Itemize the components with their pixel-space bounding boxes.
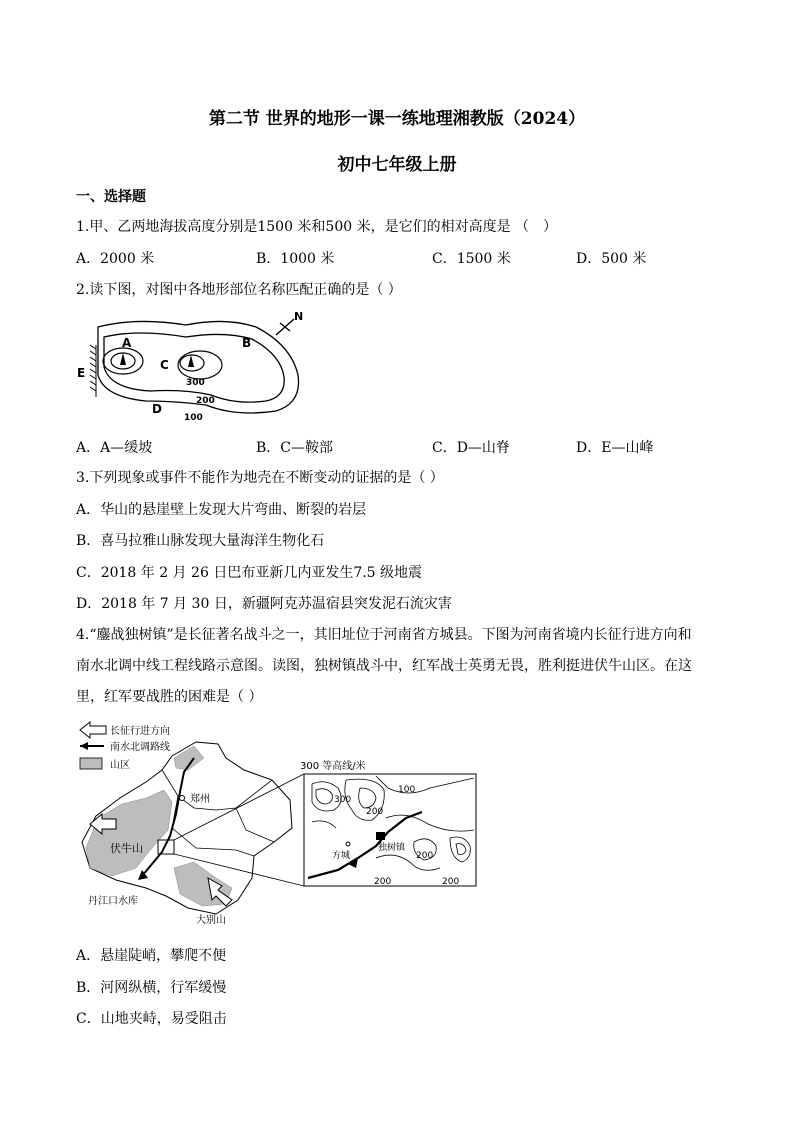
peak-marker-right (188, 355, 194, 367)
inset-contour-200-b: 200 (416, 851, 434, 861)
q2-option-c: C．D—山脊 (432, 440, 510, 456)
legend-longmarch: 长征行进方向 (110, 726, 170, 737)
q1-option-c: C．1500 米 (432, 251, 511, 267)
inset-label-dushuzhen: 独树镇 (378, 843, 406, 853)
cliff-symbol (90, 345, 96, 397)
contour-300-right (178, 351, 222, 379)
inset-legend: 300 等高线/米 (300, 761, 366, 772)
inset-contour-200-a: 200 (366, 807, 384, 817)
inset-contour-200-d: 200 (442, 877, 460, 887)
q3-option-d: D．2018 年 7 月 30 日，新疆阿克苏温宿县突发泥石流灾害 (76, 596, 452, 612)
map-label-funiushan: 伏牛山 (110, 842, 143, 855)
map-label-dabieshan: 大别山 (196, 915, 226, 926)
label-d: D (152, 402, 162, 416)
title-line-2: 初中七年级上册 (337, 155, 457, 175)
title-line-1: 第二节 世界的地形一课一练地理湘教版（2024） (208, 109, 586, 129)
legend-mountain-swatch (80, 758, 102, 769)
label-c: C (160, 358, 169, 372)
contour-figure (76, 305, 316, 425)
question-1-stem: 1.甲、乙两地海拔高度分别是1500 米和500 米，是它们的相对高度是 （ ） (76, 219, 558, 235)
map-label-danjiangkou: 丹江口水库 (88, 896, 138, 907)
question-4-stem-line-2: 南水北调中线工程线路示意图。读图，独树镇战斗中，红军战士英勇无畏，胜利挺进伏牛山区。在这 (76, 658, 692, 674)
q3-option-c: C．2018 年 2 月 26 日巴布亚新几内亚发生7.5 级地震 (76, 565, 423, 581)
legend-route-arrow-icon (80, 742, 88, 750)
inset-contour-300: 300 (334, 795, 352, 805)
question-4-stem-line-1: 4.“鏖战独树镇”是长征著名战斗之一，其旧址位于河南省方城县。下图为河南省境内长征行进方向和 (76, 627, 692, 643)
henan-map-figure (76, 718, 486, 933)
zhengzhou-dot (180, 796, 185, 801)
q1-option-d: D．500 米 (576, 251, 647, 267)
legend-water-route: 南水北调路线 (110, 742, 170, 753)
contour-label-200: 200 (196, 396, 215, 406)
contour-label-100: 100 (184, 413, 203, 423)
q4-option-b: B．河网纵横，行军缓慢 (76, 980, 227, 996)
q1-option-b: B．1000 米 (256, 251, 335, 267)
q2-option-d: D．E—山峰 (576, 440, 654, 456)
section-heading: 一、选择题 (76, 189, 146, 205)
q3-option-b: B．喜马拉雅山脉发现大量海洋生物化石 (76, 533, 325, 549)
inset-contour-200-c: 200 (374, 877, 392, 887)
legend-arrow-icon (80, 722, 106, 738)
q2-option-b: B．C—鞍部 (256, 440, 333, 456)
question-4-stem-line-3: 里，红军要战胜的困难是（ ） (76, 689, 263, 705)
dushuzhen-marker (376, 832, 385, 840)
map-label-zhengzhou: 郑州 (190, 794, 210, 805)
north-arrow-icon (276, 319, 294, 335)
label-e: E (77, 366, 86, 380)
fangcheng-dot (346, 842, 350, 846)
legend-mountain: 山区 (110, 760, 130, 771)
contour-label-300: 300 (186, 378, 205, 388)
question-2-stem: 2.读下图，对图中各地形部位名称匹配正确的是（ ） (76, 282, 402, 298)
q4-option-c: C．山地夹峙，易受阻击 (76, 1011, 227, 1027)
north-label: N (294, 310, 304, 323)
q4-option-a: A．悬崖陡峭，攀爬不便 (76, 948, 227, 964)
label-b: B (242, 336, 252, 350)
q2-option-a: A．A—缓坡 (76, 440, 153, 456)
inset-contour-100: 100 (398, 785, 416, 795)
inset-label-fangcheng: 方城 (332, 851, 351, 861)
label-a: A (122, 336, 132, 350)
q3-option-a: A．华山的悬崖壁上发现大片弯曲、断裂的岩层 (76, 502, 367, 518)
question-3-stem: 3.下列现象或事件不能作为地壳在不断变动的证据的是（ ） (76, 470, 444, 486)
q1-option-a: A．2000 米 (76, 251, 155, 267)
peak-marker-left (120, 353, 126, 365)
